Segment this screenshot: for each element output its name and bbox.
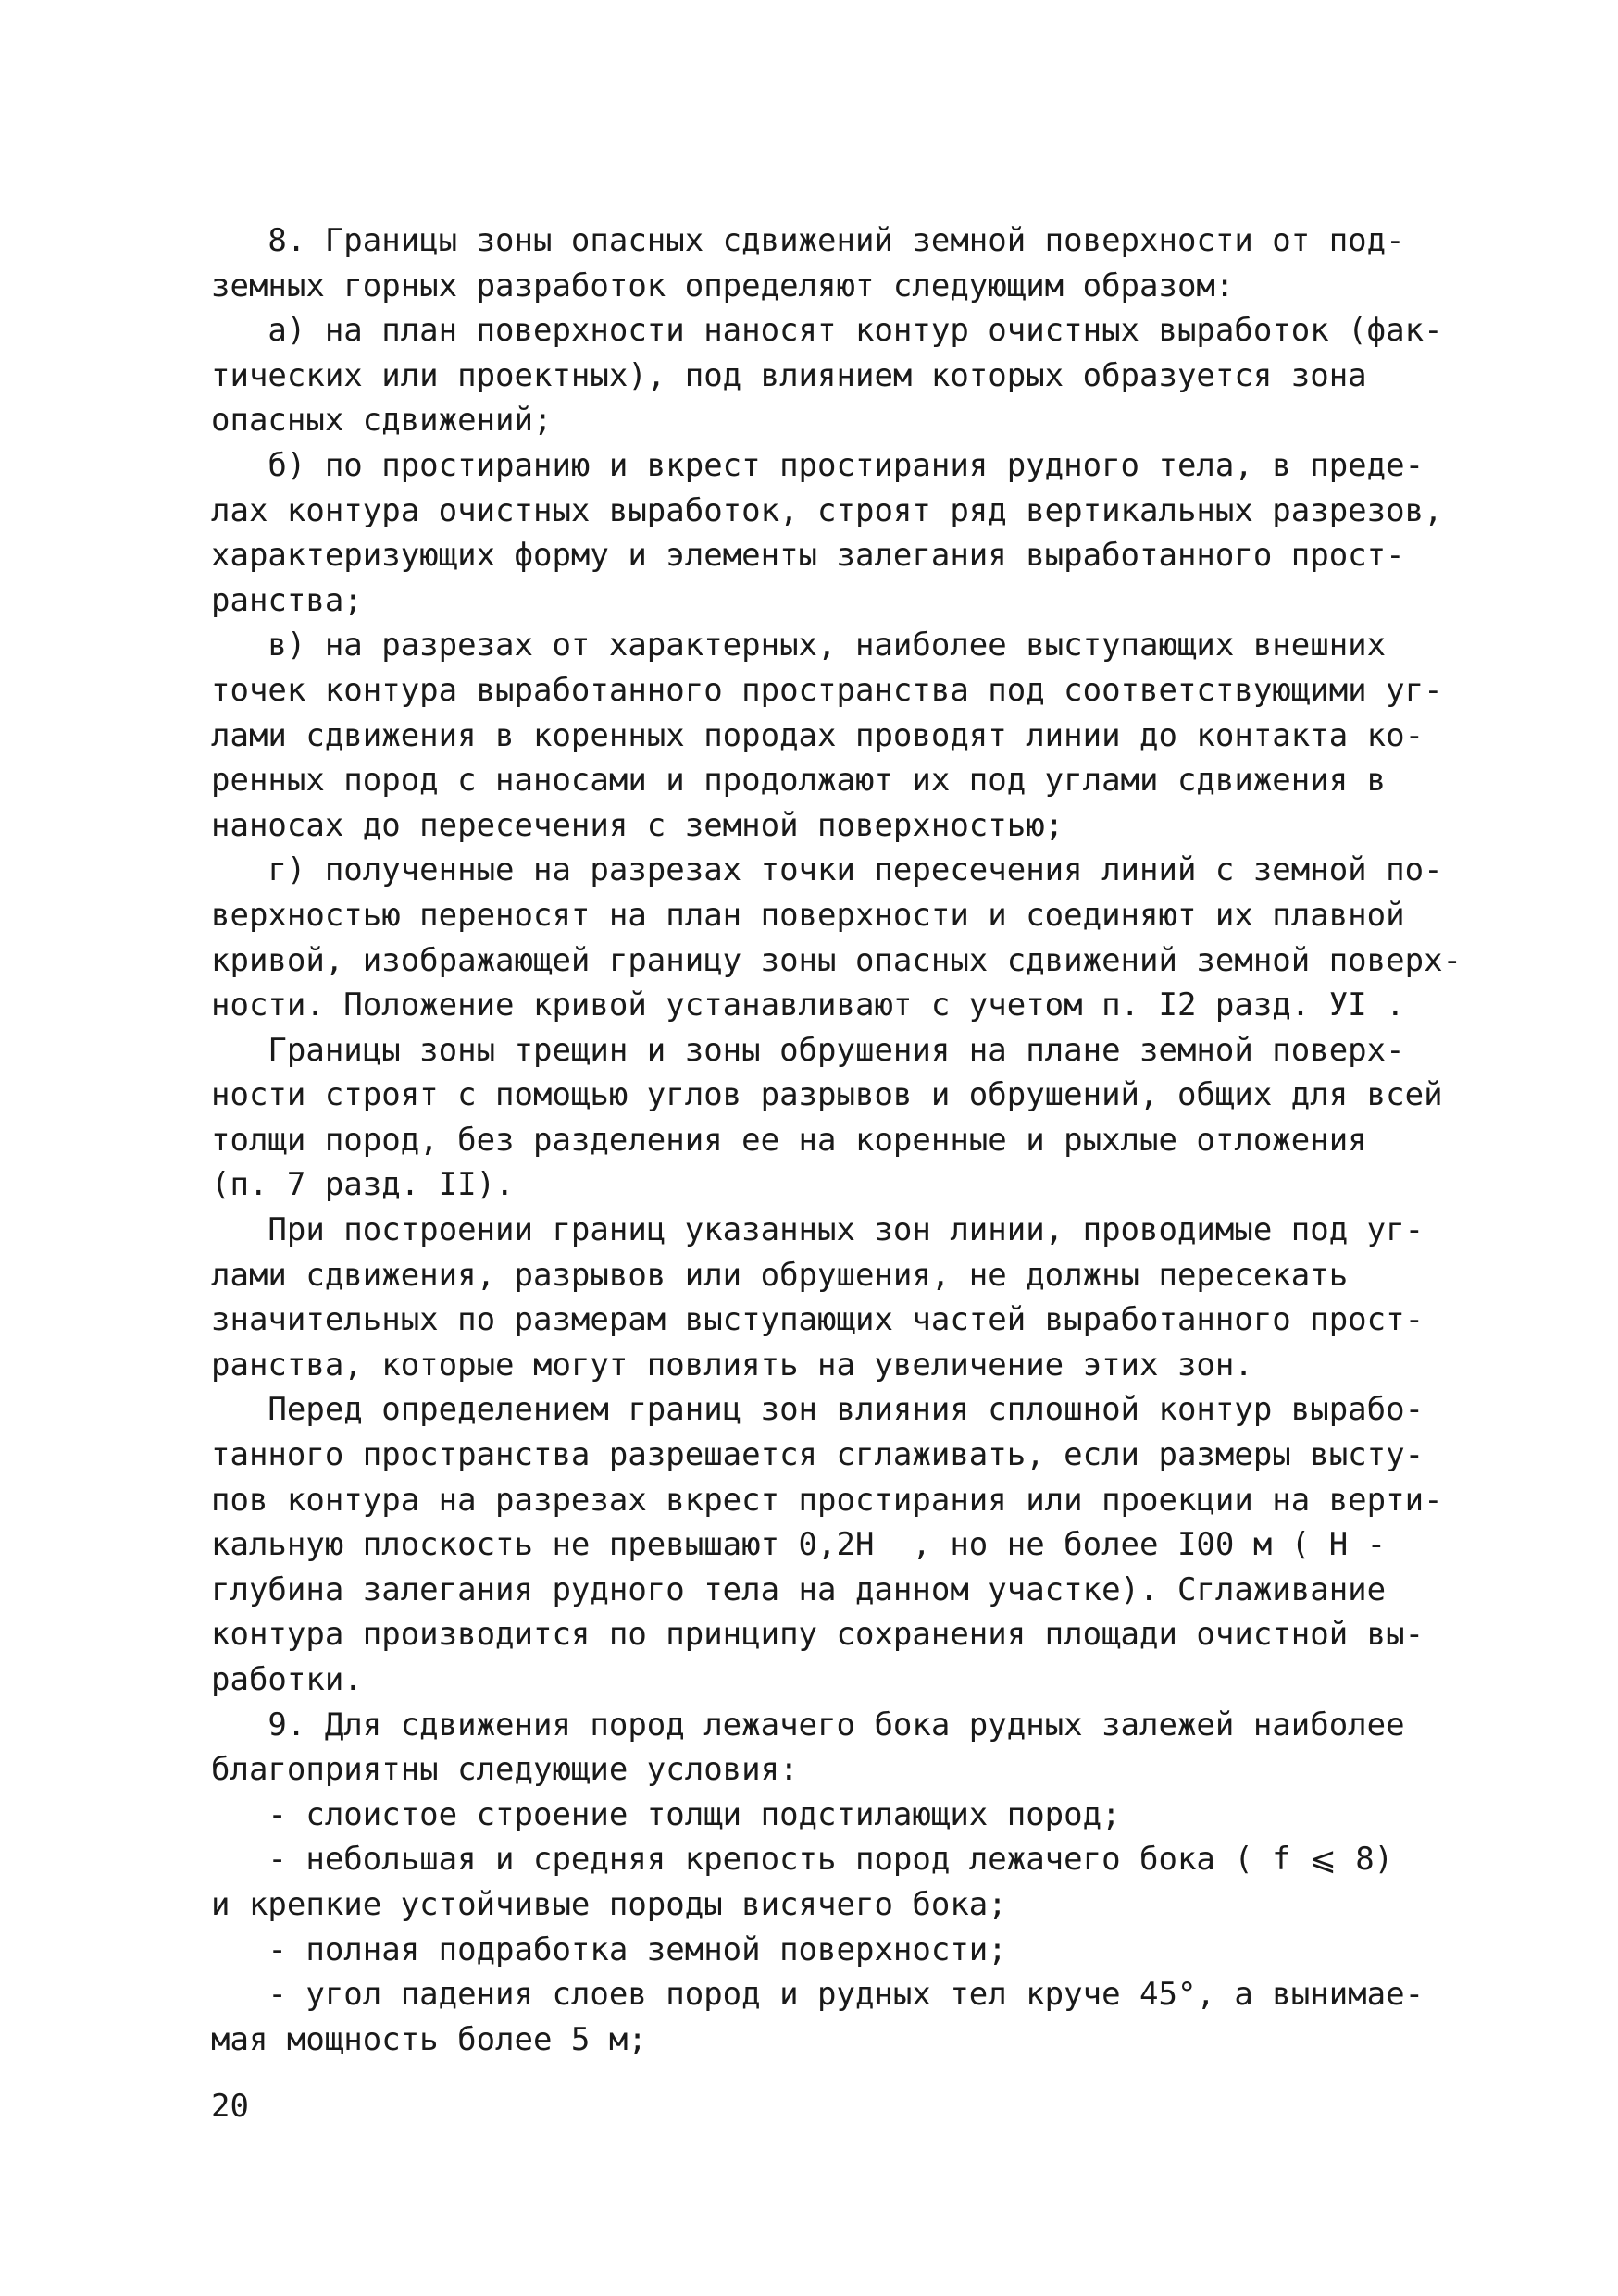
text-line: благоприятны следующие условия:: [211, 1751, 799, 1789]
text-line: При построении границ указанных зон линии, проводимые под уг-: [211, 1211, 1425, 1249]
text-line: танного пространства разрешается сглаживать, если размеры высту-: [211, 1436, 1425, 1474]
text-line: мая мощность более 5 м;: [211, 2020, 647, 2058]
text-line: Границы зоны трещин и зоны обрушения на плане земной поверх-: [211, 1031, 1405, 1069]
text-line: кальную плоскость не превышают 0,2Н , но не более I00 м ( Н -: [211, 1526, 1387, 1564]
paragraph-p9_1: [211, 1793, 1433, 1838]
paragraph-p9_2: [211, 1837, 1433, 1927]
paragraph-pb: [211, 443, 1443, 623]
text-line: характеризующих форму и элементы залегания выработанного прост-: [211, 537, 1405, 575]
text-line: кривой, изображающей границу зоны опасных сдвижений земной поверх-: [211, 941, 1462, 979]
page-number: 20: [211, 2088, 249, 2125]
paragraph-p_smooth: [211, 1387, 1443, 1702]
text-line: толщи пород, без разделения ее на коренные и рыхлые отложения: [211, 1121, 1367, 1159]
paragraph-p9_4: [211, 1972, 1433, 2062]
text-line: ранства, которые могут повлиять на увеличение этих зон.: [211, 1346, 1253, 1384]
paragraph-p_construct: [211, 1208, 1433, 1387]
text-line: в) на разрезах от характерных, наиболее выступающих внешних: [211, 627, 1387, 664]
paragraph-pa: [211, 308, 1443, 443]
text-line: земных горных разработок определяют следующим образом:: [211, 267, 1235, 304]
paragraph-p_cracks: [211, 1028, 1443, 1208]
text-line: работки.: [211, 1661, 363, 1698]
text-line: точек контура выработанного пространства под соответствующими уг-: [211, 671, 1443, 709]
text-line: г) полученные на разрезах точки пересечения линий с земной по-: [211, 851, 1443, 889]
text-line: ранства;: [211, 581, 363, 619]
text-line: тических или проектных), под влиянием которых образуется зона: [211, 356, 1367, 394]
paragraph-pg: [211, 848, 1462, 1027]
text-line: лах контура очистных выработок, строят ряд вертикальных разрезов,: [211, 491, 1443, 529]
text-line: и крепкие устойчивые породы висячего бока;: [211, 1885, 1007, 1923]
paragraph-p9: [211, 1703, 1433, 1793]
text-line: Перед определением границ зон влияния сплошной контур вырабо-: [211, 1391, 1425, 1429]
text-line: 8. Границы зоны опасных сдвижений земной поверхности от под-: [211, 222, 1405, 259]
text-line: - слоистое строение толщи подстилающих пород;: [211, 1795, 1121, 1833]
text-line: а) на план поверхности наносят контур очистных выработок (фак-: [211, 312, 1443, 350]
body-text: [211, 218, 1462, 2062]
text-line: - небольшая и средняя крепость пород лежачего бока ( f ⩽ 8): [211, 1841, 1394, 1879]
paragraph-p8: [211, 218, 1433, 308]
text-line: б) по простиранию и вкрест простирания рудного тела, в преде-: [211, 446, 1425, 484]
text-line: - угол падения слоев пород и рудных тел круче 45°, а вынимае-: [211, 1976, 1425, 2014]
text-line: глубина залегания рудного тела на данном участке). Сглаживание: [211, 1570, 1387, 1608]
text-line: 9. Для сдвижения пород лежачего бока рудных залежей наиболее: [211, 1706, 1405, 1744]
text-line: ренных пород с наносами и продолжают их под углами сдвижения в: [211, 762, 1387, 800]
text-line: - полная подработка земной поверхности;: [211, 1930, 1007, 1968]
text-line: лами сдвижения, разрывов или обрушения, не должны пересекать: [211, 1256, 1349, 1294]
text-line: ности строят с помощью углов разрывов и обрушений, общих для всей: [211, 1076, 1443, 1114]
text-line: контура производится по принципу сохранения площади очистной вы-: [211, 1616, 1425, 1654]
text-line: значительных по размерам выступающих частей выработанного прост-: [211, 1301, 1425, 1339]
text-line: верхностью переносят на план поверхности и соединяют их плавной: [211, 896, 1405, 934]
text-line: опасных сдвижений;: [211, 402, 553, 440]
text-line: лами сдвижения в коренных породах проводят линии до контакта ко-: [211, 716, 1425, 754]
text-line: ности. Положение кривой устанавливают с учетом п. I2 разд. УI .: [211, 987, 1405, 1024]
text-line: наносах до пересечения с земной поверхностью;: [211, 806, 1064, 844]
text-line: пов контура на разрезах вкрест простирания или проекции на верти-: [211, 1481, 1443, 1519]
paragraph-pv: [211, 623, 1443, 848]
text-line: (п. 7 разд. II).: [211, 1166, 515, 1204]
paragraph-p9_3: [211, 1928, 1433, 1973]
